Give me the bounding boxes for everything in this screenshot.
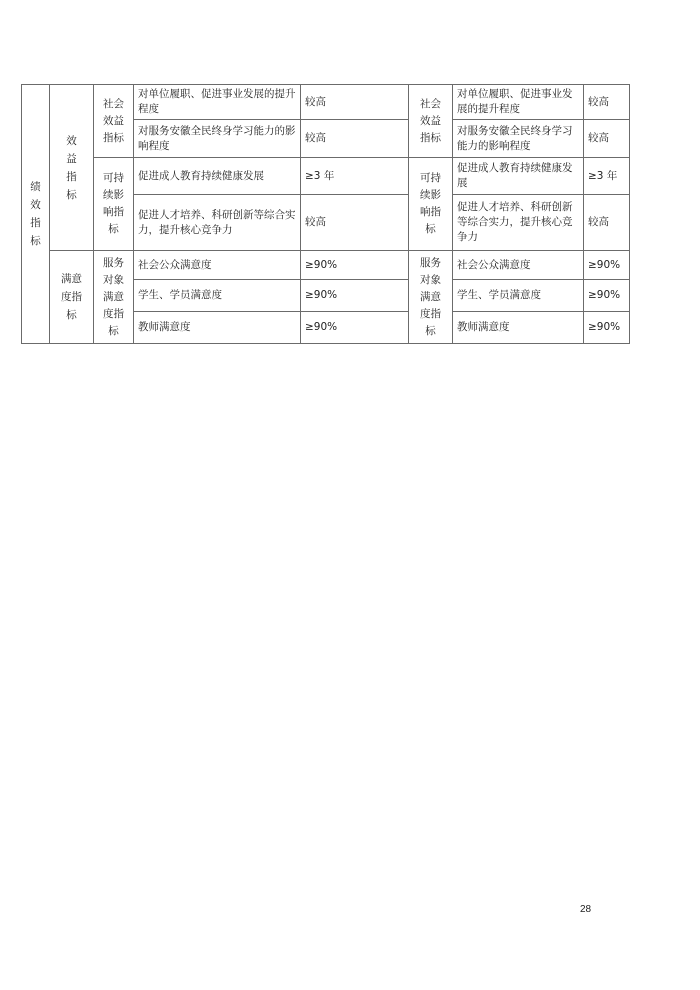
right-indicator-cell — [453, 158, 584, 195]
value-text: ≥90% — [305, 289, 338, 301]
right-value-cell — [584, 158, 630, 195]
indicator-cell — [134, 120, 301, 158]
value-text: ≥3 年 — [305, 169, 335, 182]
level2-benefit-label: 效益指标 — [66, 134, 77, 201]
table-row — [22, 158, 630, 195]
indicator-text: 学生、学员满意度 — [138, 289, 222, 301]
right-indicator-cell — [453, 85, 584, 120]
indicator-text: 教师满意度 — [138, 321, 191, 333]
value-cell — [301, 120, 409, 158]
right-value-text: ≥90% — [588, 321, 621, 333]
right-level3-sustainable-label: 可持续影响指标 — [420, 172, 441, 235]
value-cell — [301, 251, 409, 280]
value-text: 较高 — [305, 132, 326, 144]
right-value-cell — [584, 312, 630, 344]
performance-indicator-table — [21, 84, 630, 344]
indicator-cell — [134, 280, 301, 312]
level2-satisfaction-cell — [50, 251, 94, 344]
indicator-cell — [134, 195, 301, 251]
right-value-text: ≥90% — [588, 258, 621, 271]
level3-sustainable-label: 可持续影响指标 — [103, 172, 124, 235]
right-indicator-text: 社会公众满意度 — [457, 258, 531, 271]
right-value-cell — [584, 251, 630, 280]
indicator-text: 促进人才培养、科研创新等综合实力，提升核心竞争力 — [138, 208, 296, 236]
right-indicator-cell — [453, 195, 584, 251]
value-cell — [301, 280, 409, 312]
table-row — [22, 251, 630, 280]
right-level3-sustainable-cell — [409, 158, 453, 251]
right-value-text: 较高 — [588, 216, 609, 228]
right-level3-social-cell — [409, 85, 453, 158]
right-value-cell — [584, 120, 630, 158]
right-value-text: ≥3 年 — [588, 169, 618, 182]
level3-service-label: 服务对象满意度指标 — [103, 256, 124, 337]
indicator-cell — [134, 85, 301, 120]
right-value-text: 较高 — [588, 95, 609, 108]
right-indicator-text: 学生、学员满意度 — [457, 289, 541, 301]
level3-social-cell — [94, 85, 134, 158]
right-indicator-text: 促进人才培养、科研创新等综合实力，提升核心竞争力 — [457, 201, 573, 243]
value-text: 较高 — [305, 95, 326, 108]
right-indicator-text: 促进成人教育持续健康发展 — [457, 162, 573, 189]
level1-label: 绩效指标 — [30, 181, 41, 247]
right-value-cell — [584, 280, 630, 312]
value-text: 较高 — [305, 216, 326, 228]
right-indicator-text: 对服务安徽全民终身学习能力的影响程度 — [457, 124, 573, 152]
right-level3-service-cell — [409, 251, 453, 344]
value-cell — [301, 195, 409, 251]
indicator-cell — [134, 158, 301, 195]
level3-service-cell — [94, 251, 134, 344]
right-indicator-cell — [453, 280, 584, 312]
indicator-cell — [134, 312, 301, 344]
value-cell — [301, 85, 409, 120]
value-cell — [301, 158, 409, 195]
right-indicator-cell — [453, 312, 584, 344]
indicator-text: 对服务安徽全民终身学习能力的影响程度 — [138, 124, 296, 152]
page-number: 28 — [580, 904, 592, 915]
indicator-text: 促进成人教育持续健康发展 — [138, 169, 264, 182]
indicator-text: 对单位履职、促进事业发展的提升程度 — [138, 88, 296, 115]
right-value-text: ≥90% — [588, 289, 621, 301]
level2-satisfaction-label: 满意度指标 — [61, 273, 82, 321]
indicator-cell — [134, 251, 301, 280]
right-value-text: 较高 — [588, 132, 609, 144]
value-text: ≥90% — [305, 321, 338, 333]
right-indicator-cell — [453, 251, 584, 280]
right-indicator-cell — [453, 120, 584, 158]
level1-cell — [22, 85, 50, 344]
level2-benefit-cell — [50, 85, 94, 251]
indicator-text: 社会公众满意度 — [138, 258, 212, 271]
value-text: ≥90% — [305, 258, 338, 271]
right-indicator-text: 对单位履职、促进事业发展的提升程度 — [457, 88, 573, 115]
right-level3-service-label: 服务对象满意度指标 — [420, 256, 441, 337]
right-level3-social-label: 社会效益指标 — [420, 97, 441, 144]
right-value-cell — [584, 195, 630, 251]
right-value-cell — [584, 85, 630, 120]
table-row — [22, 85, 630, 120]
value-cell — [301, 312, 409, 344]
level3-social-label: 社会效益指标 — [103, 97, 124, 144]
right-indicator-text: 教师满意度 — [457, 321, 510, 333]
level3-sustainable-cell — [94, 158, 134, 251]
